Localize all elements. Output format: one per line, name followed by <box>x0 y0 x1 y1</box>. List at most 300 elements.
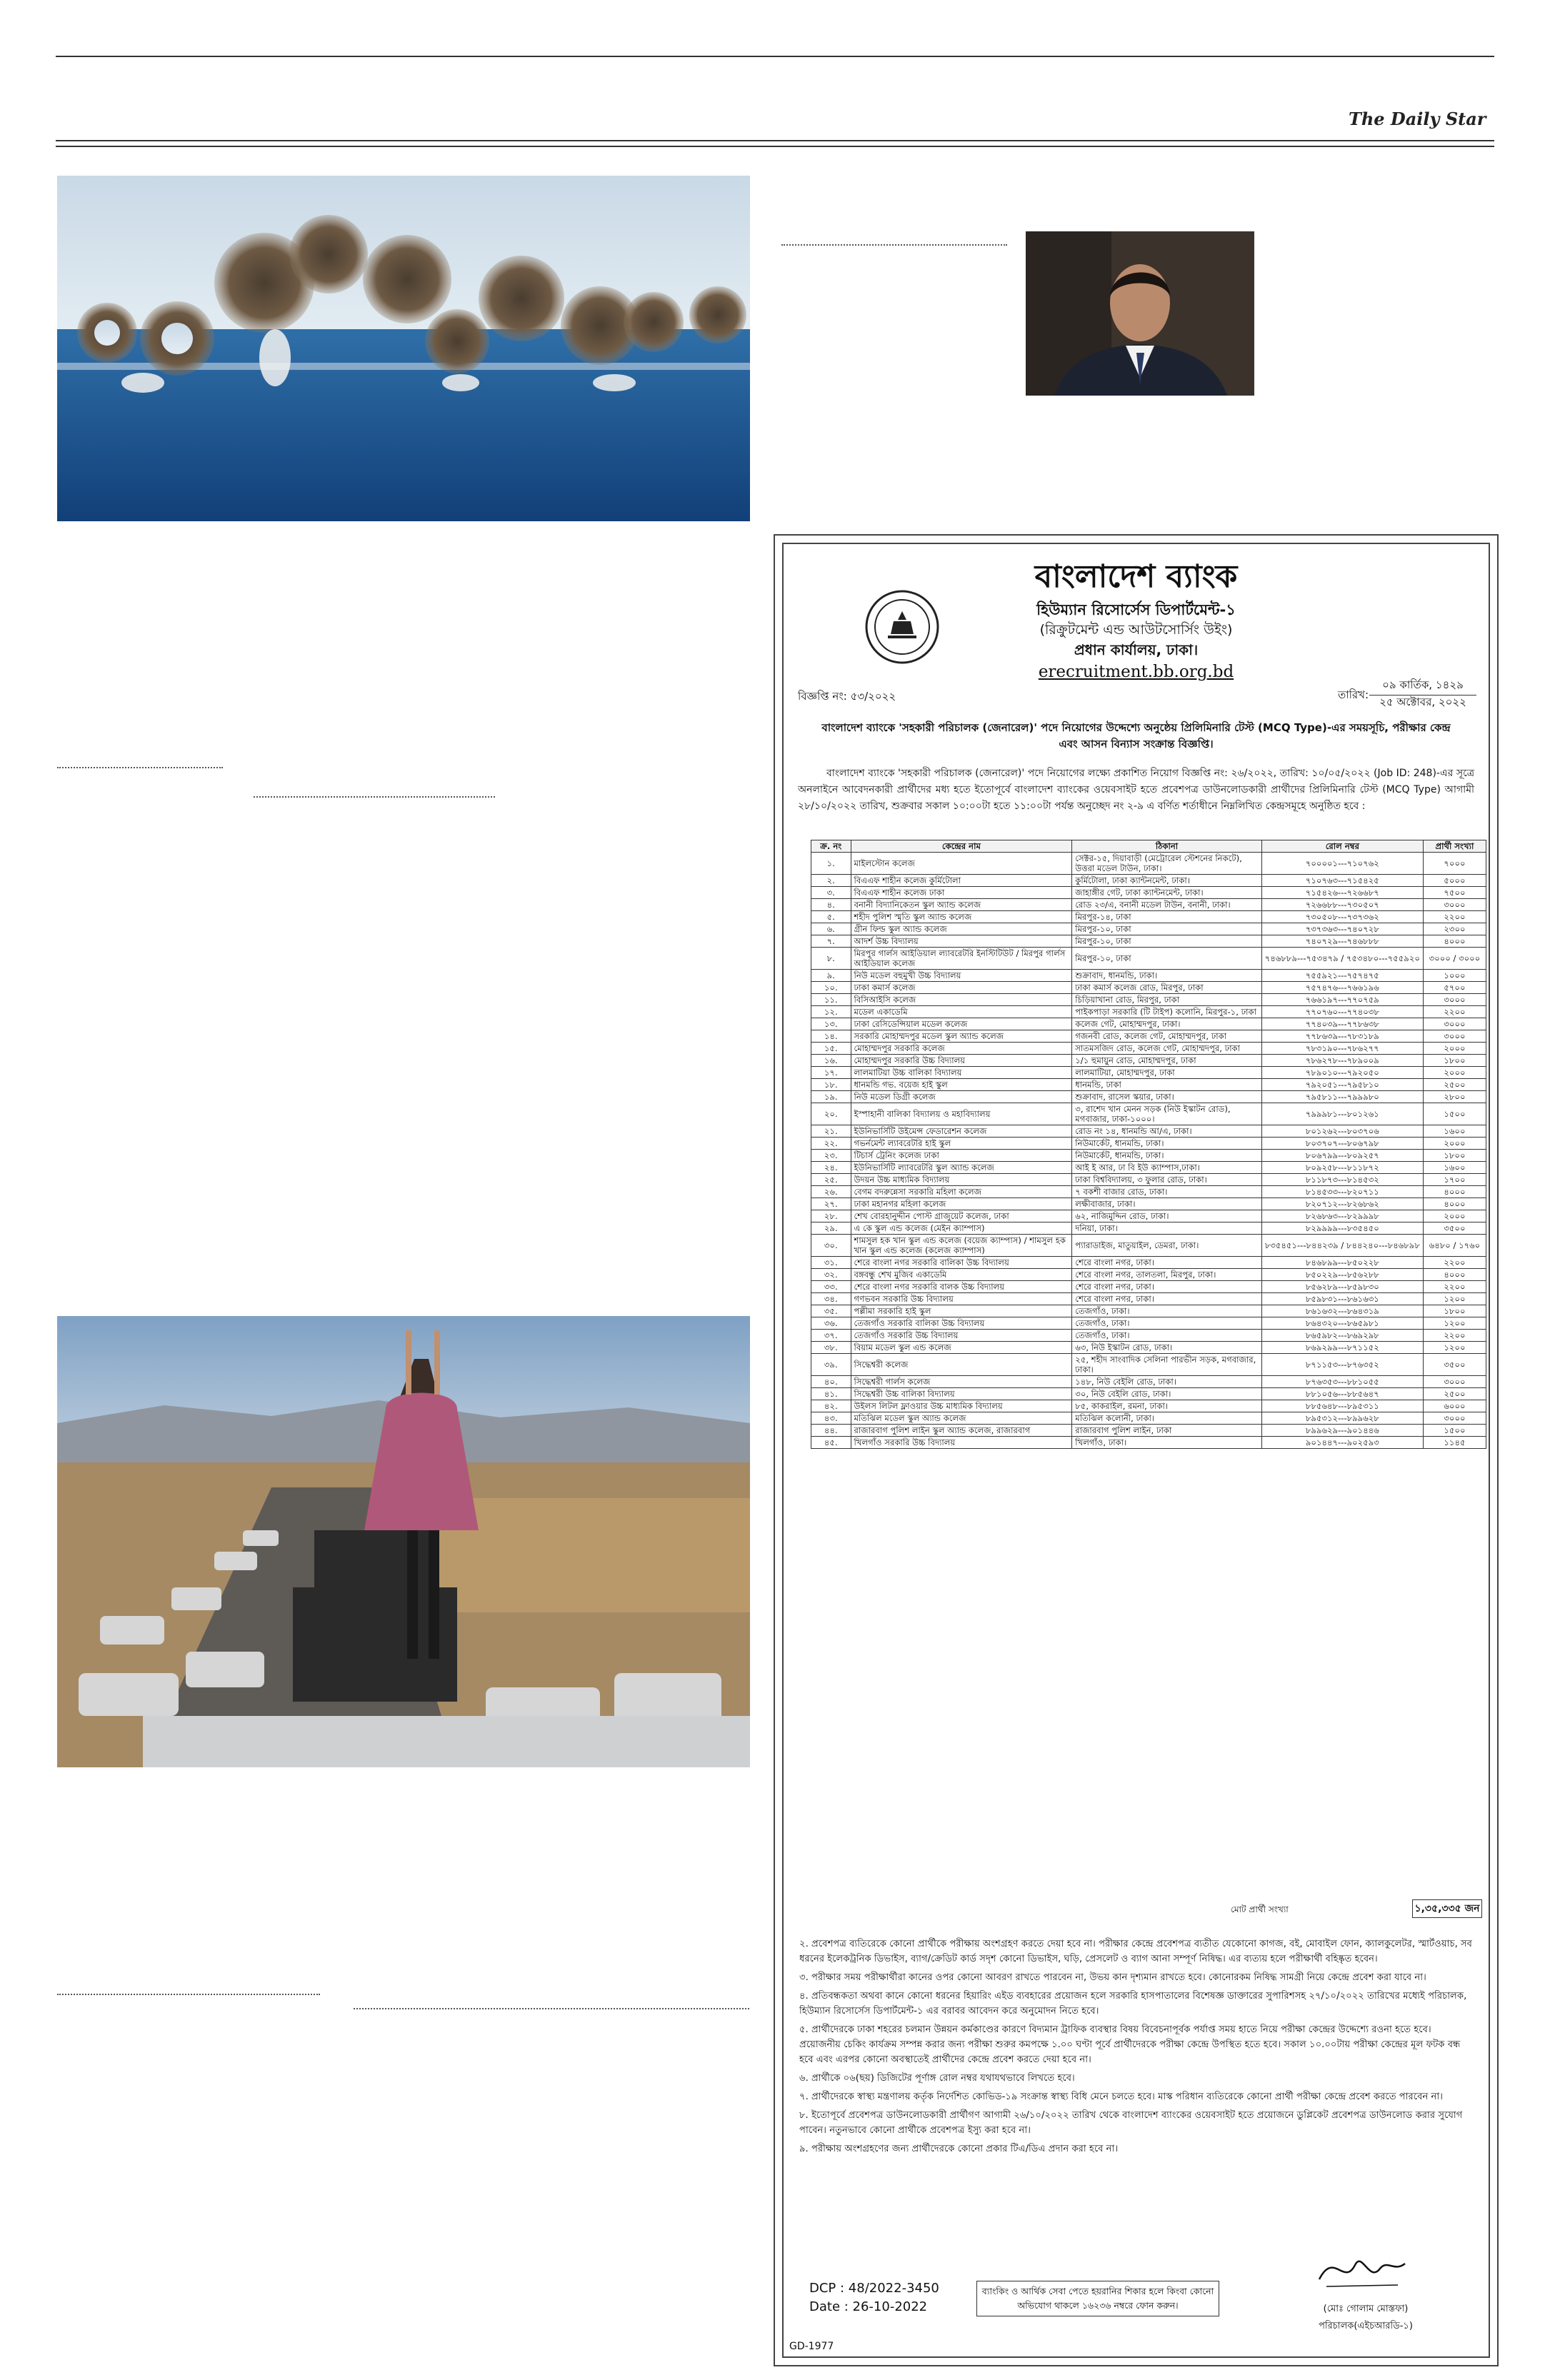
table-row <box>811 1293 1486 1305</box>
cell-serial: ৪৪. <box>811 1425 851 1437</box>
cell-address: পাইকপাড়া সরকারি (টি টাইপ) কলোনি, মিরপুর-১, ঢাকা <box>1072 1006 1262 1018</box>
cell-address: গজনবী রোড, কলেজ গেট, মোহাম্মদপুর, ঢাকা <box>1072 1030 1262 1043</box>
table-row <box>811 1342 1486 1354</box>
dotted-separator <box>57 767 223 768</box>
cell-roll: ৭৮৬২৭৮---৭৮৯০০৯ <box>1261 1055 1423 1067</box>
table-row <box>811 1091 1486 1103</box>
cell-roll: ৭৭৮৬৩৯---৭৮৩১৮৯ <box>1261 1030 1423 1043</box>
cell-roll: ৮৬৯২৯৯---৮৭১১৫২ <box>1261 1342 1423 1354</box>
table-row <box>811 1376 1486 1388</box>
notice-border <box>782 543 1490 2358</box>
cell-serial: ৪. <box>811 899 851 911</box>
cell-serial: ৩২. <box>811 1269 851 1281</box>
cell-address: কলেজ গেট, মোহাম্মদপুর, ঢাকা। <box>1072 1018 1262 1030</box>
cell-serial: ২১. <box>811 1125 851 1138</box>
cell-count: ২০০০ <box>1423 1138 1486 1150</box>
cell-roll: ৮২৬৮৬৩---৮২৯৯৯৮ <box>1261 1210 1423 1222</box>
cell-count: ১১৪৫ <box>1423 1437 1486 1449</box>
rule-item: ৮. ইতোপূর্বে প্রবেশপত্র ডাউনলোডকারী প্রার্থীগণ আগামী ২৬/১০/২০২২ তারিখ থেকে বাংলাদেশ ব্যাংকের ওয়েবসাইট হতে প্রয়োজনে ডুপ্লিকেট প্রবেশপত্র ডাউনলোড করার সুযোগ পাবেন। নতুনভাবে কোনো প্রার্থীকে প্রবেশপত্র ইস্যু করা হবে না। <box>799 2110 1463 2136</box>
cell-count: ২০০০ <box>1423 1043 1486 1055</box>
cell-roll: ৭৯২০৫১---৭৯৫৮১০ <box>1261 1079 1423 1091</box>
bank-seal-icon <box>864 588 941 666</box>
cell-roll: ৭৪৬৮৮৯---৭৫৩৪৭৯ / ৭৫৩৪৮০---৭৫৫৯২০ <box>1261 948 1423 970</box>
cell-address: মতিঝিল কলোনী, ঢাকা। <box>1072 1412 1262 1425</box>
table-row <box>811 1067 1486 1079</box>
cell-address: ৩, রাশেদ খান মেনন সড়ক (নিউ ইস্কাটন রোড), মগবাজার, ঢাকা-১০০০। <box>1072 1103 1262 1125</box>
cell-center: পল্লীমা সরকারি হাই স্কুল <box>851 1305 1072 1317</box>
cell-count: ১৫০০ <box>1423 1103 1486 1125</box>
cell-serial: ১২. <box>811 1006 851 1018</box>
gd-code: GD-1977 <box>789 2341 834 2352</box>
cell-center: নিউ মডেল ডিগ্রী কলেজ <box>851 1091 1072 1103</box>
cell-count: ৬০০০ <box>1423 1400 1486 1412</box>
cell-address: শেরে বাংলা নগর, ঢাকা। <box>1072 1257 1262 1269</box>
dcp-date: Date : 26-10-2022 <box>809 2299 928 2314</box>
cell-center: টিচার্স ট্রেনিং কলেজ ঢাকা <box>851 1150 1072 1162</box>
cell-serial: ৩১. <box>811 1257 851 1269</box>
table-row <box>811 1330 1486 1342</box>
cell-roll: ৮১৪৫৩৩---৮২০৭১১ <box>1261 1186 1423 1198</box>
table-row <box>811 1425 1486 1437</box>
cell-center: সিদ্ধেশ্বরী কলেজ <box>851 1354 1072 1376</box>
cell-center: গ্রীন ফিল্ড স্কুল অ্যান্ড কলেজ <box>851 923 1072 935</box>
cell-address: নিউমার্কেট, ধানমন্ডি, ঢাকা। <box>1072 1138 1262 1150</box>
cell-address: তেজগাঁও, ঢাকা। <box>1072 1305 1262 1317</box>
table-row <box>811 1162 1486 1174</box>
cell-center: খিলগাঁও সরকারি উচ্চ বিদ্যালয় <box>851 1437 1072 1449</box>
cell-address: ৩০, নিউ বেইলি রোড, ঢাকা। <box>1072 1388 1262 1400</box>
cell-center: শহীদ পুলিশ স্মৃতি স্কুল অ্যান্ড কলেজ <box>851 911 1072 923</box>
cell-count: ৫৭০০ <box>1423 982 1486 994</box>
cell-center: মিরপুর গার্লস আইডিয়াল ল্যাবরেটরি ইনস্টিটিউট / মিরপুর গার্লস আইডিয়াল কলেজ <box>851 948 1072 970</box>
masthead-rule-top <box>56 140 1494 141</box>
dotted-separator <box>354 2008 749 2009</box>
table-row <box>811 899 1486 911</box>
cell-center: তেজগাঁও সরকারি বালিকা উচ্চ বিদ্যালয় <box>851 1317 1072 1330</box>
cell-count: ৩০০০ <box>1423 1376 1486 1388</box>
cell-address: ২৫, শহীদ সাংবাদিক সেলিনা পারভীন সড়ক, মগবাজার, ঢাকা। <box>1072 1354 1262 1376</box>
cell-serial: ৪৩. <box>811 1412 851 1425</box>
cell-count: ২০০০ <box>1423 1067 1486 1079</box>
cell-serial: ৬. <box>811 923 851 935</box>
cell-roll: ৮২০৭১২---৮২৬৮৬২ <box>1261 1198 1423 1210</box>
table-row <box>811 1257 1486 1269</box>
cell-address: শেরে বাংলা নগর, ঢাকা। <box>1072 1281 1262 1293</box>
cell-serial: ২৯. <box>811 1222 851 1235</box>
cell-center: মাইলস্টোন কলেজ <box>851 853 1072 875</box>
cell-serial: ৩৬. <box>811 1317 851 1330</box>
cell-center: বিসিআইসি কলেজ <box>851 994 1072 1006</box>
cell-center: বিএএফ শাহীন কলেজ কুর্মিটোলা <box>851 875 1072 887</box>
cell-serial: ২২. <box>811 1138 851 1150</box>
cell-serial: ২৭. <box>811 1198 851 1210</box>
table-row <box>811 935 1486 948</box>
cell-roll: ৭০০০০১---৭১০৭৬২ <box>1261 853 1423 875</box>
cell-serial: ৪১. <box>811 1388 851 1400</box>
cell-center: বেগম বদরুন্নেসা সরকারি মহিলা কলেজ <box>851 1186 1072 1198</box>
rule-item: ৪. প্রতিবন্ধকতা অথবা কানে কোনো ধরনের হিয়ারিং এইড ব্যবহারের প্রয়োজন হলে সরকারি হাসপাতালের বিশেষজ্ঞ ডাক্তারের সুপারিশসহ ২৭/১০/২০২২ তারিখের মধ্যেই পরিচালক, হিউম্যান রিসোর্সেস ডিপার্টমেন্ট-১ এর বরাবর আবেদন করে অনুমোদন নিতে হবে। <box>799 1991 1467 2017</box>
cell-center: উইলস লিটল ফ্লাওয়ার উচ্চ মাধ্যমিক বিদ্যালয় <box>851 1400 1072 1412</box>
table-row <box>811 1186 1486 1198</box>
cell-count: ৩০০০ <box>1423 994 1486 1006</box>
notice-office: প্রধান কার্যালয়, ঢাকা। <box>1074 641 1199 658</box>
cell-serial: ১৮. <box>811 1079 851 1091</box>
cell-serial: ৫. <box>811 911 851 923</box>
total-label: মোট প্রার্থী সংখ্যা <box>1231 1904 1289 1914</box>
cell-roll: ৭৬৬১৯৭---৭৭০৭৫৯ <box>1261 994 1423 1006</box>
cell-serial: ২৮. <box>811 1210 851 1222</box>
cell-count: ২২০০ <box>1423 1281 1486 1293</box>
table-row <box>811 1055 1486 1067</box>
cell-count: ৪০০০ <box>1423 1269 1486 1281</box>
table-row <box>811 853 1486 875</box>
cell-count: ২২০০ <box>1423 911 1486 923</box>
cell-count: ২৩০০ <box>1423 923 1486 935</box>
cell-serial: ১৪. <box>811 1030 851 1043</box>
cell-serial: ১৯. <box>811 1091 851 1103</box>
table-row <box>811 1412 1486 1425</box>
cell-roll: ৮৭১১৫৩---৮৭৬৩৫২ <box>1261 1354 1423 1376</box>
cell-count: ৭০০০ <box>1423 853 1486 875</box>
table-row <box>811 1079 1486 1091</box>
cell-address: সেক্টর-১৫, দিয়াবাড়ী (মেট্রোরেল স্টেশনের নিকটে), উত্তরা মডেল টাউন, ঢাকা। <box>1072 853 1262 875</box>
header-serial: ক্র. নং <box>811 840 851 853</box>
cell-address: তেজগাঁও, ঢাকা। <box>1072 1317 1262 1330</box>
cell-roll: ৭৫৫৯২১---৭৫৭৪৭৫ <box>1261 970 1423 982</box>
cell-count: ১৮০০ <box>1423 1150 1486 1162</box>
cell-count: ২০০০ <box>1423 1210 1486 1222</box>
cell-address: মিরপুর-১০, ঢাকা <box>1072 923 1262 935</box>
notice-dept: হিউম্যান রিসোর্সেস ডিপার্টমেন্ট-১ <box>1036 601 1236 618</box>
cell-serial: ২৬. <box>811 1186 851 1198</box>
cell-roll: ৮০৩৭০৭---৮০৬৭৯৮ <box>1261 1138 1423 1150</box>
cell-roll: ৮৪৬৮৯৯---৮৫০২২৮ <box>1261 1257 1423 1269</box>
cell-roll: ৮৮৫৬৪৮---৮৯৫৩১১ <box>1261 1400 1423 1412</box>
cell-center: সিদ্ধেশ্বরী গার্লস কলেজ <box>851 1376 1072 1388</box>
cell-address: আই ই আর, ঢা বি ইউ ক্যাম্পাস,ঢাকা। <box>1072 1162 1262 1174</box>
cell-count: ১৬০০ <box>1423 1162 1486 1174</box>
cell-roll: ৯০১৪৪৭---৯০২৫৯৩ <box>1261 1437 1423 1449</box>
cell-serial: ৮. <box>811 948 851 970</box>
cell-center: বনানী বিদ্যানিকেতন স্কুল অ্যান্ড কলেজ <box>851 899 1072 911</box>
table-row <box>811 1006 1486 1018</box>
table-row <box>811 1198 1486 1210</box>
date-english: ২৫ অক্টোবর, ২০২২ <box>1379 696 1466 708</box>
cell-serial: ৩৩. <box>811 1281 851 1293</box>
cell-roll: ৮৫৬২৮৯---৮৫৯৮৩০ <box>1261 1281 1423 1293</box>
cell-address: মিরপুর-১৪, ঢাকা <box>1072 911 1262 923</box>
table-row <box>811 1103 1486 1125</box>
cell-serial: ১৭. <box>811 1067 851 1079</box>
cell-count: ১২০০ <box>1423 1317 1486 1330</box>
signatory-title: পরিচালক(এইচআরডি-১) <box>1319 2321 1413 2331</box>
cell-count: ৫০০০ <box>1423 875 1486 887</box>
cell-address: কুর্মিটোলা, ঢাকা ক্যান্টনমেন্ট, ঢাকা। <box>1072 875 1262 887</box>
cell-address: মিরপুর-১০, ঢাকা <box>1072 935 1262 948</box>
table-row <box>811 1222 1486 1235</box>
table-row <box>811 1269 1486 1281</box>
cell-center: তেজগাঁও সরকারি উচ্চ বিদ্যালয় <box>851 1330 1072 1342</box>
cell-count: ৭৫০০ <box>1423 887 1486 899</box>
table-row <box>811 1174 1486 1186</box>
cell-serial: ৩৮. <box>811 1342 851 1354</box>
cell-roll: ৭৮৯০১০---৭৯২০৫০ <box>1261 1067 1423 1079</box>
cell-serial: ২৫. <box>811 1174 851 1186</box>
table-row <box>811 1210 1486 1222</box>
cell-count: ৪০০০ <box>1423 1198 1486 1210</box>
table-row <box>811 1043 1486 1055</box>
cell-address: লক্ষীবাজার, ঢাকা। <box>1072 1198 1262 1210</box>
date-label: তারিখ: <box>1338 688 1369 701</box>
cell-count: ২৫০০ <box>1423 1388 1486 1400</box>
cell-center: উদয়ন উচ্চ মাধ্যমিক বিদ্যালয় <box>851 1174 1072 1186</box>
cell-roll: ৭৭০৭৬০---৭৭৪০৩৮ <box>1261 1006 1423 1018</box>
cell-roll: ৮০৬৭৯৯---৮০৯২৫৭ <box>1261 1150 1423 1162</box>
cell-center: মোহাম্মদপুর সরকারি কলেজ <box>851 1043 1072 1055</box>
cell-count: ৩৫০০ <box>1423 1354 1486 1376</box>
masthead-rule-bottom <box>56 146 1494 147</box>
cell-roll: ৮৯৯৬২৯---৯০১৪৪৬ <box>1261 1425 1423 1437</box>
cell-roll: ৭৭৪০৩৯---৭৭৮৬৩৮ <box>1261 1018 1423 1030</box>
cell-count: ৩০০০ <box>1423 899 1486 911</box>
cell-count: ১৮০০ <box>1423 1305 1486 1317</box>
header-count: প্রার্থী সংখ্যা <box>1423 840 1486 853</box>
cell-address: ৮৫, কাকরাইল, রমনা, ঢাকা। <box>1072 1400 1262 1412</box>
signatory-name: (মোঃ গোলাম মোস্তফা) <box>1323 2304 1409 2314</box>
cell-center: সিদ্ধেশ্বরী উচ্চ বালিকা বিদ্যালয় <box>851 1388 1072 1400</box>
cell-address: নিউমার্কেট, ধানমন্ডি, ঢাকা। <box>1072 1150 1262 1162</box>
cell-center: ইউনিভার্সিটি উইমেন্স ফেডারেশন কলেজ <box>851 1125 1072 1138</box>
table-row <box>811 994 1486 1006</box>
cell-serial: ৪২. <box>811 1400 851 1412</box>
table-row <box>811 1317 1486 1330</box>
cell-count: ১৮০০ <box>1423 1055 1486 1067</box>
cell-address: রাজারবাগ পুলিশ লাইন, ঢাকা <box>1072 1425 1262 1437</box>
cell-address: সাতমসজিদ রোড, কলেজ গেট, মোহাম্মদপুর, ঢাকা <box>1072 1043 1262 1055</box>
cell-center: শেরে বাংলা নগর সরকারি বালক উচ্চ বিদ্যালয় <box>851 1281 1072 1293</box>
cell-address: ঢাকা বিশ্ববিদ্যালয়, ৩ ফুলার রোড, ঢাকা। <box>1072 1174 1262 1186</box>
cell-roll: ৮৫৯৮৩১---৮৬১৬৩১ <box>1261 1293 1423 1305</box>
table-row <box>811 982 1486 994</box>
cell-count: ১৬০০ <box>1423 1125 1486 1138</box>
bangladesh-bank-notice <box>774 534 1499 2366</box>
notice-subject: বাংলাদেশ ব্যাংকে 'সহকারী পরিচালক (জেনারেল)' পদে নিয়োগের উদ্দেশ্যে অনুষ্ঠেয় প্রিলিমিনারি টেস্ট (MCQ Type)-এর সময়সূচি, পরীক্ষার কেন্দ্র এবং আসন বিন্যাস সংক্রান্ত বিজ্ঞপ্তি। <box>821 721 1451 750</box>
table-row <box>811 887 1486 899</box>
cell-roll: ৮১১৮৭৩---৮১৪৫৩২ <box>1261 1174 1423 1186</box>
table-row <box>811 911 1486 923</box>
cell-roll: ৮৬৪৩২০---৮৬৫৯৮১ <box>1261 1317 1423 1330</box>
cell-count: ১৭০০ <box>1423 1174 1486 1186</box>
cell-address: দনিয়া, ঢাকা। <box>1072 1222 1262 1235</box>
cell-serial: ১৩. <box>811 1018 851 1030</box>
cell-center: নিউ মডেল বহুমুখী উচ্চ বিদ্যালয় <box>851 970 1072 982</box>
cell-center: রাজারবাগ পুলিশ লাইন স্কুল অ্যান্ড কলেজ, রাজারবাগ <box>851 1425 1072 1437</box>
cell-serial: ৩৪. <box>811 1293 851 1305</box>
cell-address: শুক্রাবাদ, ধানমন্ডি, ঢাকা। <box>1072 970 1262 982</box>
cell-address: ধানমন্ডি, ঢাকা <box>1072 1079 1262 1091</box>
cell-center: সরকারি মোহাম্মদপুর মডেল স্কুল অ্যান্ড কলেজ <box>851 1030 1072 1043</box>
rule-item: ৫. প্রার্থীদেরকে ঢাকা শহরের চলমান উন্নয়ন কর্মকাণ্ডের কারণে বিদ্যমান ট্রাফিক ব্যবস্থার বিষয় বিবেচনাপূর্বক পর্যাপ্ত সময় হাতে নিয়ে পরীক্ষা কেন্দ্রের উদ্দেশ্যে রওনা হতে হবে। প্রয়োজনীয় চেকিং কার্যক্রম সম্পন্ন করার জন্য পরীক্ষা শুরুর কমপক্ষে ১.০০ ঘণ্টা পূর্বে প্রার্থীদেরকে পরীক্ষা কেন্দ্রে উপস্থিত হতে হবে। সকাল ১০.০০টায় পরীক্ষা কেন্দ্রের মূল ফটক বন্ধ হবে এবং এরপর কোনো অবস্থাতেই প্রার্থীদের কেন্দ্রে প্রবেশ করতে দেয়া হবে না। <box>799 2024 1461 2065</box>
cell-address: প্যারাডাইজ, মাতুয়াইল, ডেমরা, ঢাকা। <box>1072 1235 1262 1257</box>
notice-number: বিজ্ঞপ্তি নং: ৫৩/২০২২ <box>798 690 896 703</box>
cell-count: ২৮০০ <box>1423 1091 1486 1103</box>
signature-mark <box>1312 2244 1412 2294</box>
cell-roll: ৭১৫৪২৬---৭২৬৬৮৭ <box>1261 887 1423 899</box>
cell-count: ২২০০ <box>1423 1006 1486 1018</box>
notice-intro: বাংলাদেশ ব্যাংকে 'সহকারী পরিচালক (জেনারেল)' পদে নিয়োগের লক্ষ্যে প্রকাশিত নিয়োগ বিজ্ঞপ্তি নং: ২৬/২০২২, তারিখ: ১০/০৫/২০২২ (Job ID: 248)-এর সূত্রে অনলাইনে আবেদনকারী প্রার্থীদের মধ্য হতে ইতোপূর্বে বাংলাদেশ ব্যাংকের ওয়েবসাইট হতে প্রবেশপত্র ডাউনলোডকারী প্রার্থীদের প্রিলিমিনারি টেস্ট (MCQ Type) আগামী ২৮/১০/২০২২ তারিখ, শুক্রবার সকাল ১০:০০টা হতে ১১:০০টা পর্যন্ত অনুচ্ছেদ নং ২-৯ এ বর্ণিত শর্তাধীনে নিম্নলিখিত কেন্দ্রসমূহে অনুষ্ঠিত হবে : <box>798 768 1474 812</box>
table-row <box>811 1018 1486 1030</box>
cell-center: ধানমন্ডি গভ. বয়েজ হাই স্কুল <box>851 1079 1072 1091</box>
cell-address: শেরে বাংলা নগর, তালতলা, মিরপুর, ঢাকা। <box>1072 1269 1262 1281</box>
cell-count: ২৫০০ <box>1423 1079 1486 1091</box>
cell-serial: ৩৭. <box>811 1330 851 1342</box>
cell-center: শামসুল হক খান স্কুল এন্ড কলেজ (বয়েজ ক্যাম্পাস) / শামসুল হক খান স্কুল এন্ড কলেজ (কলেজ ক্যাম্পাস) <box>851 1235 1072 1257</box>
cell-serial: ৩৫. <box>811 1305 851 1317</box>
cell-address: ৬২, নাজিমুদ্দিন রোড, ঢাকা। <box>1072 1210 1262 1222</box>
cell-center: বিএএফ শাহীন কলেজ ঢাকা <box>851 887 1072 899</box>
dotted-separator <box>781 244 1007 246</box>
table-row <box>811 970 1486 982</box>
rule-item: ৩. পরীক্ষার সময় পরীক্ষার্থীরা কানের ওপর কোনো আবরণ রাখতে পারবেন না, উভয় কান দৃশ্যমান রাখতে হবে। কোনোরকম নিষিদ্ধ সামগ্রী নিয়ে কেন্দ্রে প্রবেশ করা যাবে না। <box>799 1972 1426 1983</box>
table-row <box>811 948 1486 970</box>
dotted-separator <box>254 796 495 798</box>
cell-count: ৬৪৮০ / ১৭৬০ <box>1423 1235 1486 1257</box>
cell-roll: ৭৮৩১৯০---৭৮৬২৭৭ <box>1261 1043 1423 1055</box>
cell-serial: ২৪. <box>811 1162 851 1174</box>
cell-serial: ১০. <box>811 982 851 994</box>
cell-serial: ৪৫. <box>811 1437 851 1449</box>
cell-address: ঢাকা কমার্স কলেজ রোড, মিরপুর, ঢাকা <box>1072 982 1262 994</box>
cell-roll: ৭৪০৭২৯---৭৪৬৮৮৮ <box>1261 935 1423 948</box>
header-address: ঠিকানা <box>1072 840 1262 853</box>
table-row <box>811 1150 1486 1162</box>
dcp-number: DCP : 48/2022-3450 <box>809 2281 939 2296</box>
header-center: কেন্দ্রের নাম <box>851 840 1072 853</box>
cell-center: ইউনিভার্সিটি ল্যাবরেটরি স্কুল অ্যান্ড কলেজ <box>851 1162 1072 1174</box>
table-row <box>811 1400 1486 1412</box>
notice-title: বাংলাদেশ ব্যাংক <box>1034 558 1238 595</box>
cell-count: ৪০০০ <box>1423 1186 1486 1198</box>
cell-address: রোড ২৩/এ, বনানী মডেল টাউন, বনানী, ঢাকা। <box>1072 899 1262 911</box>
cell-roll: ৭৯৯৯৮১---৮০১২৬১ <box>1261 1103 1423 1125</box>
cell-center: গভর্নমেন্ট ল্যাবরেটরি হাই স্কুল <box>851 1138 1072 1150</box>
top-rule <box>56 56 1494 57</box>
cell-roll: ৮৭৬৩৫৩---৮৮১০৫৫ <box>1261 1376 1423 1388</box>
cell-count: ৩০০০ <box>1423 1018 1486 1030</box>
cell-serial: ৩৯. <box>811 1354 851 1376</box>
cell-center: বঙ্গবন্ধু শেখ মুজিব একাডেমি <box>851 1269 1072 1281</box>
masthead-logo: The Daily Star <box>1349 109 1486 129</box>
cell-address: তেজগাঁও, ঢাকা। <box>1072 1330 1262 1342</box>
cell-center: বিয়াম মডেল স্কুল এন্ড কলেজ <box>851 1342 1072 1354</box>
cell-serial: ৪০. <box>811 1376 851 1388</box>
table-row <box>811 1138 1486 1150</box>
cell-count: ৩০০০ <box>1423 1030 1486 1043</box>
cell-center: মডেল একাডেমি <box>851 1006 1072 1018</box>
cell-roll: ৮৫০২২৯---৮৫৬২৮৮ <box>1261 1269 1423 1281</box>
table-row <box>811 1235 1486 1257</box>
cell-serial: ১. <box>811 853 851 875</box>
cell-count: ১৫০০ <box>1423 1425 1486 1437</box>
cell-roll: ৭১০৭৬৩---৭১৫৪২৫ <box>1261 875 1423 887</box>
cell-count: ১২০০ <box>1423 1293 1486 1305</box>
cell-roll: ৭৫৭৪৭৬---৭৬৬১৯৬ <box>1261 982 1423 994</box>
cell-roll: ৮৬১৬৩২---৮৬৪৩১৯ <box>1261 1305 1423 1317</box>
table-row <box>811 1437 1486 1449</box>
table-row <box>811 1030 1486 1043</box>
total-value: ১,৩৫,৩৩৫ জন <box>1412 1899 1482 1918</box>
header-roll: রোল নম্বর <box>1261 840 1423 853</box>
cell-count: ৩০০০ <box>1423 1412 1486 1425</box>
cell-roll: ৭৩৭৩৬৩---৭৪০৭২৮ <box>1261 923 1423 935</box>
cell-count: ৩৫০০ <box>1423 1222 1486 1235</box>
rule-item: ৯. পরীক্ষায় অংশগ্রহণের জন্য প্রার্থীদেরকে কোনো প্রকার টিএ/ডিএ প্রদান করা হবে না। <box>799 2144 1119 2154</box>
cell-serial: ৩. <box>811 887 851 899</box>
cell-center: গণভবন সরকারি উচ্চ বিদ্যালয় <box>851 1293 1072 1305</box>
cell-roll: ৮৬৫৯৮২---৮৬৯২৯৮ <box>1261 1330 1423 1342</box>
table-row <box>811 923 1486 935</box>
cell-serial: ৯. <box>811 970 851 982</box>
cell-center: ঢাকা মহানগর মহিলা কলেজ <box>851 1198 1072 1210</box>
notice-website[interactable]: erecruitment.bb.org.bd <box>1038 663 1234 681</box>
cell-address: শেরে বাংলা নগর, ঢাকা। <box>1072 1293 1262 1305</box>
cell-serial: ১৫. <box>811 1043 851 1055</box>
cell-serial: ১১. <box>811 994 851 1006</box>
cell-center: ঢাকা কমার্স কলেজ <box>851 982 1072 994</box>
cell-address: রোড নং ১৪, ধানমন্ডি আ/এ, ঢাকা। <box>1072 1125 1262 1138</box>
cell-center: মতিঝিল মডেল স্কুল অ্যান্ড কলেজ <box>851 1412 1072 1425</box>
dotted-separator <box>57 1994 320 1995</box>
cell-center: শেখ বোরহানুদ্দীন পোস্ট গ্রাজুয়েট কলেজ, ঢাকা <box>851 1210 1072 1222</box>
table-row <box>811 1354 1486 1376</box>
cell-count: ৪০০০ <box>1423 935 1486 948</box>
cell-address: ১/১ হুমায়ুন রোড, মোহাম্মদপুর, ঢাকা <box>1072 1055 1262 1067</box>
cell-count: ৩০০০ / ৩০০০ <box>1423 948 1486 970</box>
cell-serial: ৭. <box>811 935 851 948</box>
cell-roll: ৮৮১০৫৬---৮৮৫৬৪৭ <box>1261 1388 1423 1400</box>
cell-count: ১২০০ <box>1423 1342 1486 1354</box>
table-row <box>811 1125 1486 1138</box>
table-row <box>811 875 1486 887</box>
cell-address: ৬৩, নিউ ইস্কাটন রোড, ঢাকা। <box>1072 1342 1262 1354</box>
rule-item: ৭. প্রার্থীদেরকে স্বাস্থ্য মন্ত্রণালয় কর্তৃক নির্দেশিত কোভিড-১৯ সংক্রান্ত স্বাস্থ্য বিধি মেনে চলতে হবে। মাস্ক পরিধান ব্যতিরেকে কোনো প্রার্থী পরীক্ষা কেন্দ্রে প্রবেশ করতে পারবেন না। <box>799 2092 1443 2102</box>
cell-roll: ৮৯৫৩১২---৮৯৯৬২৮ <box>1261 1412 1423 1425</box>
cell-center: শেরে বাংলা নগর সরকারি বালিকা উচ্চ বিদ্যালয় <box>851 1257 1072 1269</box>
cell-address: জাহাঙ্গীর গেট, ঢাকা ক্যান্টনমেন্ট, ঢাকা। <box>1072 887 1262 899</box>
cell-address: ১৪৮, নিউ বেইলি রোড, ঢাকা। <box>1072 1376 1262 1388</box>
exam-centers-table <box>811 840 1486 1449</box>
cell-roll: ৮৩৫৪৫১---৮৪৪২৩৯ / ৮৪৪২৪০---৮৪৬৮৯৮ <box>1261 1235 1423 1257</box>
cell-roll: ৮০৯২৫৮---৮১১৮৭২ <box>1261 1162 1423 1174</box>
cell-serial: ১৬. <box>811 1055 851 1067</box>
cell-serial: ২৩. <box>811 1150 851 1162</box>
cell-count: ২২০০ <box>1423 1330 1486 1342</box>
cell-serial: ২০. <box>811 1103 851 1125</box>
table-row <box>811 1388 1486 1400</box>
cell-address: লালমাটিয়া, মোহাম্মদপুর, ঢাকা <box>1072 1067 1262 1079</box>
cell-center: ঢাকা রেসিডেন্সিয়াল মডেল কলেজ <box>851 1018 1072 1030</box>
cell-center: আদর্শ উচ্চ বিদ্যালয় <box>851 935 1072 948</box>
rule-item: ৬. প্রার্থীকে ০৬(ছয়) ডিজিটের পূর্ণাঙ্গ রোল নম্বর যথাযথভাবে লিখতে হবে। <box>799 2073 1075 2084</box>
cell-roll: ৭২৬৬৮৮---৭৩০৫০৭ <box>1261 899 1423 911</box>
table-header-row <box>811 840 1486 853</box>
cell-roll: ৭৯৫৮১১---৭৯৯৯৮০ <box>1261 1091 1423 1103</box>
cell-count: ১০০০ <box>1423 970 1486 982</box>
table-row <box>811 1281 1486 1293</box>
cell-roll: ৭৩০৫০৮---৭৩৭৩৬২ <box>1261 911 1423 923</box>
cell-address: চিড়িয়াখানা রোড, মিরপুর, ঢাকা <box>1072 994 1262 1006</box>
cell-roll: ৮০১২৬২---৮০৩৭০৬ <box>1261 1125 1423 1138</box>
